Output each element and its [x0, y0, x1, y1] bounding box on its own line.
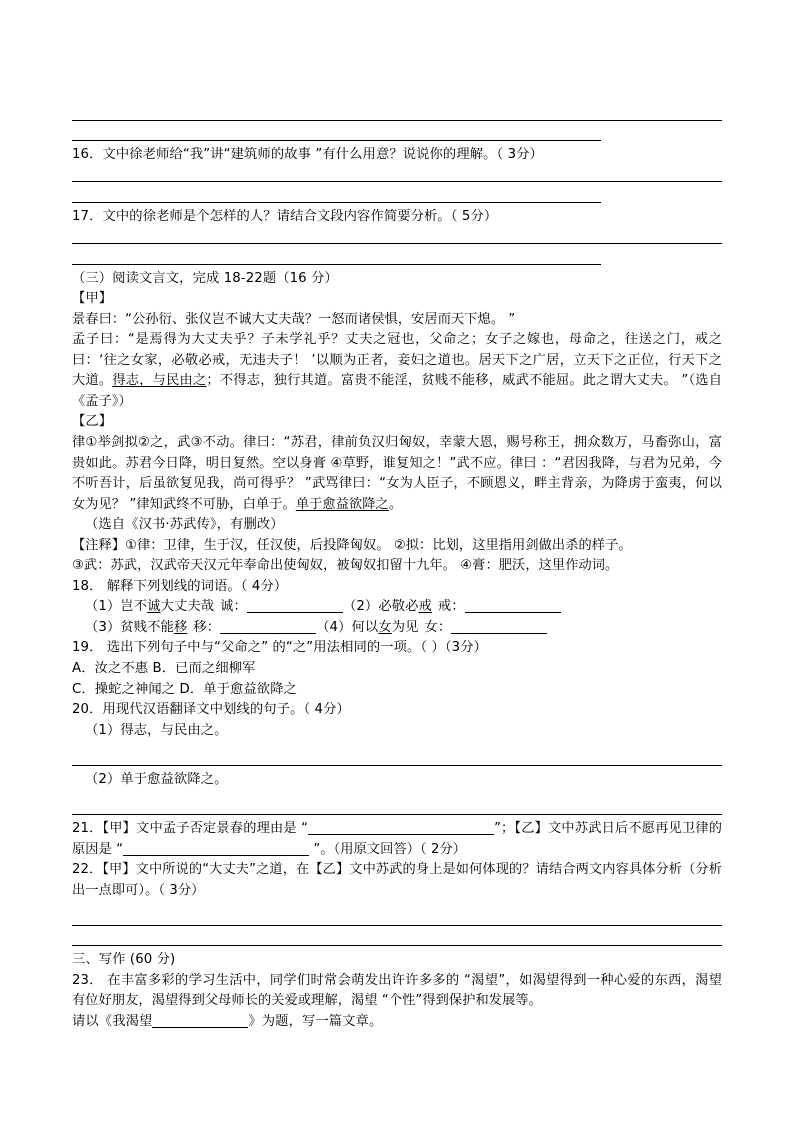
item-number: （3）: [85, 619, 121, 635]
answer-line: [72, 799, 722, 820]
answer-line: [72, 166, 722, 187]
answer-line: [72, 186, 722, 207]
answer-line: [72, 248, 722, 269]
notes-line-2: ③武：苏武，汉武帝天汉元年奉命出使匈奴，被匈奴扣留十九年。 ④膏：肥沃，这里作动词。: [72, 558, 619, 574]
item-phrase-pre: 必敬必: [378, 599, 419, 615]
question-18-item-3: [85, 620, 316, 635]
question-20-item-2: （2）单于愈益欲降之。: [85, 771, 228, 787]
question-21-part-1: 21．【甲】文中孟子否定景春的理由是 “: [72, 821, 309, 837]
item-phrase-pre: 何以: [351, 619, 379, 635]
question-20-item-1: （1）得志，与民由之。: [85, 722, 228, 738]
passage-jia-line-1: 景春曰：“公孙衍、张仪岂不诚大丈夫哉？一怒而诸侯惧，安居而天下熄。 ”: [72, 311, 516, 327]
underlined-sentence-1: 得志，与民由之: [112, 373, 207, 389]
item-answer-label: 女：: [424, 619, 452, 635]
answer-line: [72, 125, 722, 146]
answer-blank[interactable]: [247, 599, 343, 613]
question-18-stem: 18． 解释下列划线的词语。（ 4分）: [72, 578, 288, 594]
question-21-part-3: ”。（用原文回答）（ 2分）: [309, 841, 467, 857]
question-16: 16．文中徐老师给“我”讲“建筑师的故事 ”有什么用意？说说你的理解。（ 3分）: [72, 147, 543, 163]
item-number: （1）: [85, 599, 121, 615]
item-number: （4）: [316, 619, 352, 635]
question-23-title-pre: 请以《我渴望: [72, 1013, 153, 1029]
item-answer-label: 诚：: [220, 599, 247, 615]
item-phrase-pre: 贫贱不能: [120, 619, 174, 635]
question-18-row-2: [72, 618, 722, 639]
item-number: （2）: [342, 599, 379, 615]
underlined-sentence-2: 单于愈益欲降之: [295, 496, 389, 512]
item-answer-label: 戒：: [437, 599, 465, 615]
answer-blank[interactable]: [451, 620, 547, 634]
writing-section-heading: 三、写作 (60 分): [72, 952, 176, 968]
item-key-word: 诚: [147, 599, 161, 615]
question-18-row-1: [72, 597, 722, 618]
item-key-word: 戒: [418, 599, 432, 615]
question-18-item-2: [343, 599, 561, 614]
passage-jia-line-2: 孟子曰：“是焉得为大丈夫乎？子未学礼乎？丈夫之冠也，父命之；女子之嫁也，母命之，往送之门，戒之曰：‘往之女家，必敬必戒，无违夫子！ ’以顺为正者，妾妇之道也。居天下之广居，立天下之正位，行天下之大道。: [72, 332, 722, 389]
passage-yi-line-1: 律①举剑拟②之，武③不动。律曰：“苏君，律前负汉归匈奴，幸蒙大恩，赐号称王，拥众数万，马畜弥山，富贵如此。苏君今日降，明日复然。空以身膏 ④草野，谁复知之！”武不应。律曰 ：“君因我降，与君为兄弟，今不听吾计，后虽欲复见我，尚可得乎？ ”武骂律曰：“女为人臣子，不顾恩义，畔主背亲，为降虏于蛮夷，何以女为见？ ”律知武终不可胁，白单于。: [72, 435, 722, 512]
answer-line: [72, 909, 722, 930]
question-19-options-line-2: C．操蛇之神闻之 D．单于愈益欲降之: [72, 681, 298, 697]
passage-jia-line-3: ；不得志，独行其道。富贵不能淫，贫贱不能移，威武不能屈。此之谓大丈夫。 ”（选自《孟子》）: [72, 373, 722, 409]
passage-jia-body: [72, 330, 722, 412]
question-19-options-line-1: A．汝之不惠 B．已而之细柳军: [72, 661, 256, 676]
question-18-item-4: [316, 620, 547, 635]
passage-yi-source: （选自《汉书·苏武传》，有删改）: [85, 517, 284, 533]
item-phrase-post: 为见: [391, 619, 419, 635]
notes-text-1: ①律：卫律，生于汉，任汉使，后投降匈奴。 ②拟：比划，这里指用剑做出杀的样子。: [125, 537, 632, 553]
item-phrase-pre: 岂不: [120, 599, 148, 615]
item-answer-label: 移：: [193, 619, 221, 635]
notes-line-1: [72, 536, 722, 557]
answer-line: [72, 228, 722, 249]
question-21: [72, 819, 722, 860]
question-20-stem: 20．用现代汉语翻译文中划线的句子。（ 4分）: [72, 702, 350, 718]
question-23-title-post: 》为题，写一篇文章。: [248, 1013, 383, 1029]
passage-jia-label: 【甲】: [72, 291, 113, 307]
item-key-word: 女: [378, 619, 392, 635]
question-22: 22．【甲】文中所说的“大丈夫”之道，在【乙】文中苏武的身上是如何体现的？请结合两文内容具体分析（分析出一点即可）。（ 3分）: [72, 862, 722, 898]
question-18-item-1: [85, 599, 343, 614]
question-21-part-2: ”；【乙】文中苏武日后不愿再见卫律的原因是 “: [72, 821, 723, 857]
passage-yi-body: [72, 433, 722, 515]
question-23-title-line: [72, 1012, 722, 1033]
quote-blank-1[interactable]: [308, 821, 494, 835]
question-23-prompt: 23． 在丰富多彩的学习生活中，同学们时常会萌发出许许多多的 “渴望”，如渴望得到一种心爱的东西，渴望有位好朋友，渴望得到父母师长的关爱或理解，渴望 “个性”得到保护和发展等。: [72, 972, 722, 1009]
section-three-heading: （三）阅读文言文，完成 18-22题（16 分）: [72, 270, 338, 286]
answer-blank[interactable]: [220, 620, 316, 634]
question-19-stem: 19． 选出下列句子中与“父命之” 的“之”用法相同的一项。（ ）（3分）: [72, 640, 488, 656]
answer-blank[interactable]: [465, 599, 561, 613]
passage-yi-line-2: 。: [388, 496, 403, 512]
item-key-word: 移: [173, 619, 188, 635]
passage-yi-label: 【乙】: [72, 414, 113, 430]
item-phrase-post: 大丈夫哉: [160, 599, 215, 615]
question-17: 17．文中的徐老师是个怎样的人？请结合文段内容作简要分析。（ 5分）: [72, 208, 498, 224]
answer-line: [72, 749, 722, 770]
answer-line: [72, 930, 722, 951]
notes-label: 【注释】: [72, 537, 126, 553]
essay-title-blank[interactable]: [152, 1014, 248, 1028]
answer-line: [72, 104, 722, 125]
quote-blank-2[interactable]: [123, 842, 309, 856]
